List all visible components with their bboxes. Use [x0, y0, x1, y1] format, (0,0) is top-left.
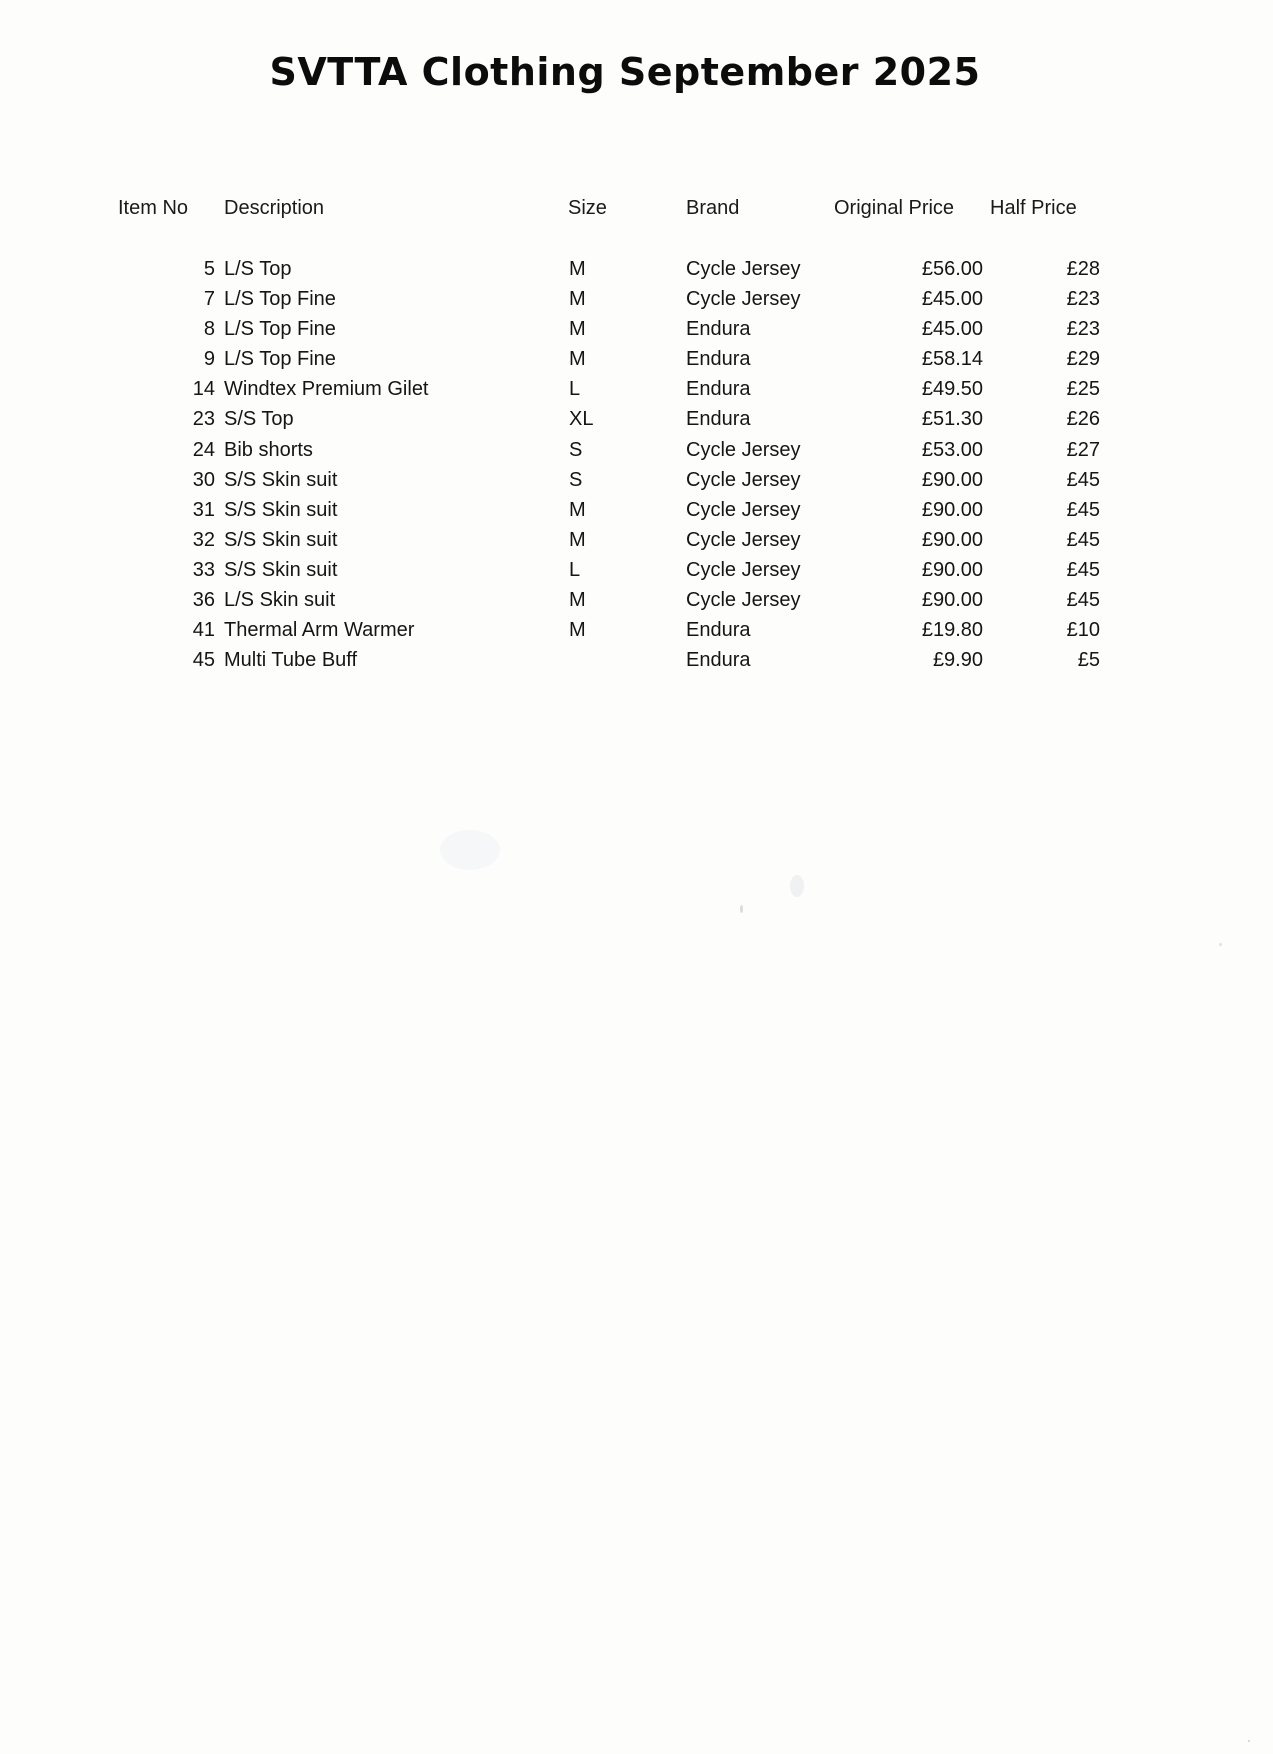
cell-original-price: £53.00: [921, 438, 983, 461]
scan-speck: [790, 875, 804, 897]
cell-size: M: [569, 619, 586, 642]
cell-size: M: [569, 589, 586, 612]
cell-half-price: £29: [1066, 348, 1100, 371]
cell-item-no: 7: [203, 288, 215, 311]
cell-original-price: £45.00: [921, 288, 983, 311]
column-header-original-price: Original Price: [834, 197, 955, 219]
scan-speck: [440, 830, 500, 870]
cell-brand: Cycle Jersey: [686, 558, 801, 581]
column-header-description: Description: [224, 197, 325, 219]
cell-original-price: £90.00: [921, 468, 983, 491]
table-row: [0, 647, 1273, 677]
table-row: [0, 437, 1273, 467]
cell-description: S/S Skin suit: [224, 498, 338, 521]
cell-item-no: 41: [192, 619, 215, 642]
cell-original-price: £19.80: [921, 619, 983, 642]
column-header-size: Size: [568, 197, 607, 219]
table-row: [0, 406, 1273, 436]
column-header-half-price: Half Price: [990, 197, 1077, 219]
cell-original-price: £90.00: [921, 498, 983, 521]
table-row: [0, 467, 1273, 497]
cell-size: L: [569, 558, 581, 581]
column-header-item-no: Item No: [118, 197, 189, 219]
cell-item-no: 33: [192, 558, 215, 581]
cell-item-no: 36: [192, 589, 215, 612]
cell-description: S/S Top: [224, 408, 294, 431]
cell-original-price: £90.00: [921, 558, 983, 581]
cell-half-price: £45: [1066, 498, 1100, 521]
cell-item-no: 45: [192, 649, 215, 672]
table-row: [0, 587, 1273, 617]
cell-size: M: [569, 318, 586, 341]
cell-brand: Endura: [686, 619, 751, 642]
cell-description: S/S Skin suit: [224, 468, 338, 491]
cell-brand: Endura: [686, 649, 751, 672]
cell-item-no: 5: [203, 258, 215, 280]
table-header: [0, 197, 1273, 227]
cell-brand: Cycle Jersey: [686, 468, 801, 491]
cell-brand: Endura: [686, 378, 751, 401]
cell-brand: Endura: [686, 318, 751, 341]
table-row: [0, 497, 1273, 527]
cell-item-no: 32: [192, 528, 215, 551]
cell-description: L/S Top Fine: [224, 318, 336, 341]
cell-half-price: £45: [1066, 589, 1100, 612]
table-row: [0, 346, 1273, 376]
cell-item-no: 30: [192, 468, 215, 491]
table-row: [0, 316, 1273, 346]
cell-half-price: £26: [1066, 408, 1100, 431]
cell-size: M: [569, 348, 586, 371]
cell-description: L/S Skin suit: [224, 589, 336, 612]
cell-brand: Cycle Jersey: [686, 528, 801, 551]
cell-brand: Endura: [686, 348, 751, 371]
scan-speck: [1219, 943, 1222, 946]
cell-original-price: £56.00: [921, 258, 983, 280]
clothing-table-body: [0, 256, 1273, 677]
cell-size: M: [569, 288, 586, 311]
cell-size: S: [569, 468, 583, 491]
cell-description: Windtex Premium Gilet: [224, 378, 429, 401]
cell-brand: Cycle Jersey: [686, 498, 801, 521]
scan-speck: [740, 905, 743, 913]
cell-size: M: [569, 528, 586, 551]
page-title: SVTTA Clothing September 2025: [269, 50, 981, 94]
scan-speck: [1248, 1740, 1250, 1742]
cell-half-price: £23: [1066, 288, 1100, 311]
cell-size: S: [569, 438, 583, 461]
cell-original-price: £90.00: [921, 528, 983, 551]
table-row: [0, 617, 1273, 647]
cell-half-price: £5: [1077, 649, 1100, 672]
cell-half-price: £23: [1066, 318, 1100, 341]
cell-original-price: £58.14: [921, 348, 983, 371]
cell-half-price: £28: [1066, 258, 1100, 280]
cell-half-price: £10: [1066, 619, 1100, 642]
cell-original-price: £45.00: [921, 318, 983, 341]
cell-half-price: £45: [1066, 468, 1100, 491]
cell-item-no: 14: [192, 378, 215, 401]
cell-description: S/S Skin suit: [224, 528, 338, 551]
table-row: [0, 557, 1273, 587]
cell-description: L/S Top Fine: [224, 348, 336, 371]
cell-brand: Endura: [686, 408, 751, 431]
table-row: [0, 256, 1273, 286]
table-row: [0, 376, 1273, 406]
table-row: [0, 286, 1273, 316]
cell-item-no: 9: [203, 348, 215, 371]
cell-description: Thermal Arm Warmer: [224, 619, 415, 642]
cell-description: S/S Skin suit: [224, 558, 338, 581]
cell-half-price: £25: [1066, 378, 1100, 401]
table-row: [0, 527, 1273, 557]
cell-item-no: 23: [192, 408, 215, 431]
cell-description: L/S Top Fine: [224, 288, 336, 311]
cell-description: Bib shorts: [224, 438, 313, 461]
cell-description: L/S Top: [224, 258, 292, 280]
cell-original-price: £90.00: [921, 589, 983, 612]
column-header-brand: Brand: [686, 197, 740, 219]
cell-original-price: £51.30: [921, 408, 983, 431]
cell-brand: Cycle Jersey: [686, 288, 801, 311]
cell-description: Multi Tube Buff: [224, 649, 358, 672]
cell-brand: Cycle Jersey: [686, 438, 801, 461]
cell-size: XL: [569, 408, 594, 431]
cell-size: L: [569, 378, 581, 401]
cell-brand: Cycle Jersey: [686, 589, 801, 612]
cell-size: M: [569, 498, 586, 521]
cell-item-no: 8: [203, 318, 215, 341]
cell-size: M: [569, 258, 586, 280]
cell-half-price: £45: [1066, 558, 1100, 581]
cell-original-price: £49.50: [921, 378, 983, 401]
cell-original-price: £9.90: [932, 649, 983, 672]
cell-half-price: £45: [1066, 528, 1100, 551]
cell-item-no: 24: [192, 438, 215, 461]
cell-brand: Cycle Jersey: [686, 258, 801, 280]
cell-item-no: 31: [192, 498, 215, 521]
cell-half-price: £27: [1066, 438, 1100, 461]
